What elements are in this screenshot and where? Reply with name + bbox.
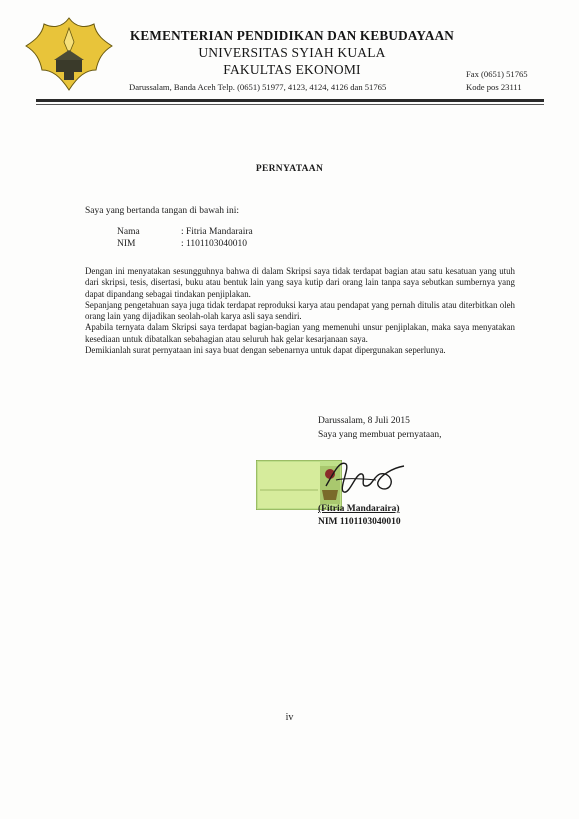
- maker-line: Saya yang membuat pernyataan,: [318, 430, 442, 440]
- signature-icon: [316, 452, 412, 500]
- signer-nim: NIM 1101103040010: [318, 517, 401, 527]
- ministry-name: KEMENTERIAN PENDIDIKAN DAN KEBUDAYAAN: [129, 28, 455, 43]
- field-label: Nama: [117, 227, 140, 237]
- field-value: : Fitria Mandaraira: [181, 227, 253, 237]
- faculty-name: FAKULTAS EKONOMI: [223, 62, 361, 77]
- paragraph: Sepanjang pengetahuan saya juga tidak terdapat reproduksi karya atau pendapat yang pernah ditulis atau diterbitkan oleh orang lain yang dijadikan seolah-olah karya asli saya sendiri.: [85, 299, 515, 322]
- paragraph: Apabila ternyata dalam Skripsi saya terdapat bagian-bagian yang memenuhi unsur penjiplakan, maka saya menyatakan kesediaan untuk dibatalkan sebahagian atau seluruh hak gelar kesarjanaan saya.: [85, 322, 515, 344]
- signer-name: (Fitria Mandaraira): [318, 504, 400, 514]
- field-label: NIM: [117, 239, 136, 249]
- page-number: iv: [285, 712, 294, 723]
- place-date: Darussalam, 8 Juli 2015: [318, 416, 410, 426]
- paragraph: Dengan ini menyatakan sesungguhnya bahwa di dalam Skripsi saya tidak terdapat bagian atau satu kesatuan yang utuh dari skripsi, tesis, disertasi, buku atau bentuk lain yang saya kutip dari orang lain tanpa saya sebutkan sumbernya yang dapat dipandang sebagai tindakan penjiplakan.: [85, 266, 515, 299]
- document-title: PERNYATAAN: [255, 164, 324, 174]
- paragraph: Demikianlah surat pernyataan ini saya buat dengan sebenarnya untuk dapat dipergunakan seperlunya.: [85, 345, 446, 356]
- letterhead-rule: [36, 99, 544, 102]
- field-value: : 1101103040010: [181, 239, 248, 249]
- university-seal-icon: [24, 14, 114, 94]
- university-name: UNIVERSITAS SYIAH KUALA: [198, 45, 386, 60]
- statement-body: [85, 266, 515, 356]
- intro-text: Saya yang bertanda tangan di bawah ini:: [85, 206, 240, 216]
- letterhead-fax: Fax (0651) 51765: [466, 69, 528, 79]
- letterhead-address: Darussalam, Banda Aceh Telp. (0651) 51977, 4123, 4124, 4126 dan 51765: [129, 82, 387, 92]
- letterhead-rule-thin: [36, 104, 544, 105]
- letterhead-postal-code: Kode pos 23111: [466, 82, 522, 92]
